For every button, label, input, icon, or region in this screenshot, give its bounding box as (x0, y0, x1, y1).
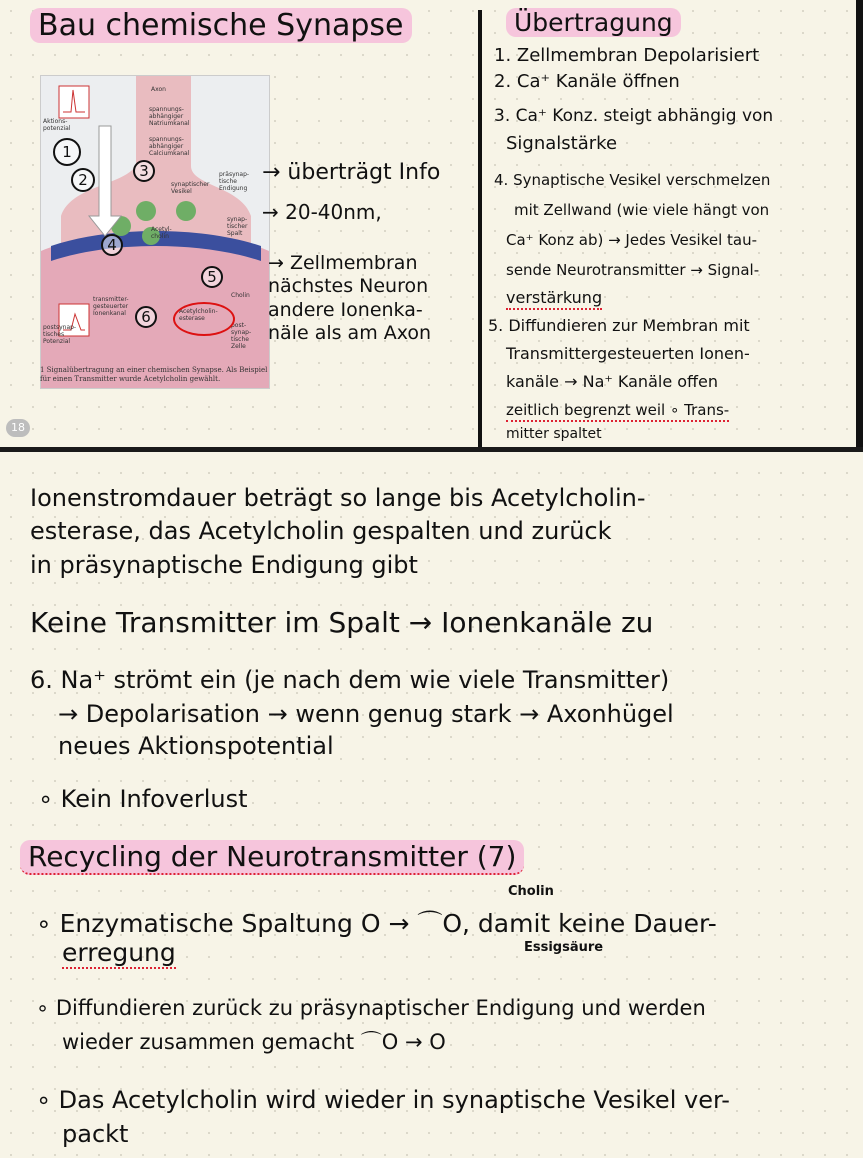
paragraph-na-einstrom-2: → Depolarisation → wenn genug stark → Axonhügel (58, 700, 674, 728)
step-number-4: 4 (101, 234, 123, 256)
paragraph-kein-infoverlust: ∘ Kein Infoverlust (38, 785, 248, 813)
paragraph-na-einstrom-1: 6. Na⁺ strömt ein (je nach dem wie viele Transmitter) (30, 666, 670, 694)
bullet-diffundieren-2: wieder zusammen gemacht ⌒O → O (62, 1030, 446, 1054)
label-ca-kanal: spannungs-abhängiger Calciumkanal (149, 136, 190, 157)
highlight-circle (173, 302, 235, 336)
label-acetylcholin: Acetyl-cholin (151, 226, 172, 240)
label-synaptischer-spalt: synap-tischer Spalt (227, 216, 248, 237)
page-number: 18 (6, 419, 30, 437)
right-line-14: mitter spaltet (506, 426, 602, 442)
step-number-3: 3 (133, 160, 155, 182)
paragraph-ionenstrom-3: in präsynaptische Endigung gibt (30, 551, 418, 579)
right-line-2: 2. Ca⁺ Kanäle öffnen (494, 71, 680, 92)
right-heading (506, 8, 681, 37)
label-postsynaptisches-potenzial: postsynap-tisches Potenzial (43, 324, 77, 345)
bullet-diffundieren-1: ∘ Diffundieren zurück zu präsynaptischer Endigung und werden (36, 996, 706, 1020)
bullet-1-part-1: ∘ Enzymatische Spaltung O → (36, 909, 418, 938)
annotation-uebertraegt-info: → überträgt Info (262, 160, 441, 185)
figure-caption: 1 Signalübertragung an einer chemischen Synapse. Als Beispiel für einen Transmitter wurde Acetylcholin gewählt. (40, 366, 268, 383)
right-line-3: 3. Ca⁺ Konz. steigt abhängig von (494, 106, 774, 126)
bullet-acetylcholin-verpackt-2: packt (62, 1120, 129, 1148)
annotation-naechstes-neuron: nächstes Neuron (268, 275, 429, 297)
right-line-4: Signalstärke (506, 133, 618, 154)
paragraph-ionenstrom-2: esterase, das Acetylcholin gespalten und zurück (30, 517, 612, 545)
label-postsynaptische-zelle: post-synap-tische Zelle (231, 322, 252, 350)
label-esterase: Acetylcholin-esterase (179, 308, 218, 322)
step-number-5: 5 (201, 266, 223, 288)
paragraph-keine-transmitter: Keine Transmitter im Spalt → Ionenkanäle zu (30, 606, 654, 639)
step-number-6: 6 (135, 306, 157, 328)
recycling-heading (20, 840, 524, 873)
right-heading-text: Übertragung (506, 8, 681, 37)
annotation-ionenkanaele-2: näle als am Axon (268, 322, 432, 344)
right-line-7: Ca⁺ Konz ab) → Jedes Vesikel tau- (506, 231, 758, 249)
label-cholin: Cholin (231, 292, 250, 299)
label-praesynaptische-endigung: präsynap-tische Endigung (219, 171, 250, 192)
right-line-13: zeitlich begrenzt weil ∘ Trans- (506, 400, 729, 422)
right-line-6: mit Zellwand (wie viele hängt von (514, 201, 770, 219)
label-axon: Axon (151, 86, 166, 93)
bullet-acetylcholin-verpackt-1: ∘ Das Acetylcholin wird wieder in synaptische Vesikel ver- (36, 1086, 730, 1114)
label-aktionspotenzial: Aktions-potenzial (43, 118, 71, 132)
bullet-enzymatische-spaltung (36, 904, 717, 940)
bullet-1-part-2: ⌒O, damit keine Dauer- (417, 909, 717, 938)
right-line-8: sende Neurotransmitter → Signal- (506, 261, 760, 279)
annotation-spaltbreite: → 20-40nm, (262, 200, 382, 224)
right-line-1: 1. Zellmembran Depolarisiert (494, 45, 760, 66)
right-line-12: kanäle → Na⁺ Kanäle offen (506, 372, 719, 391)
label-na-kanal: spannungs-abhängiger Natriumkanal (149, 106, 190, 127)
bullet-1-part-3: erregung (62, 938, 176, 967)
label-cholin-handwritten: Cholin (508, 884, 554, 899)
annotation-ionenkanaele-1: andere Ionenka- (268, 299, 423, 321)
right-line-5: 4. Synaptische Vesikel verschmelzen (494, 171, 771, 189)
column-divider (478, 10, 482, 447)
paragraph-ionenstrom-1: Ionenstromdauer beträgt so lange bis Acetylcholin- (30, 484, 646, 512)
label-vesikel: synaptischer Vesikel (171, 181, 210, 195)
right-line-9: verstärkung (506, 288, 602, 310)
page-title (30, 8, 412, 43)
right-line-10: 5. Diffundieren zur Membran mit (488, 316, 750, 335)
paragraph-na-einstrom-3: neues Aktionspotential (58, 732, 334, 760)
page-edge (856, 0, 863, 447)
step-number-1: 1 (53, 138, 81, 166)
step-number-2: 2 (71, 168, 95, 192)
annotation-zellmembran: → Zellmembran (268, 252, 418, 274)
recycling-heading-text: Recycling der Neurotransmitter (7) (20, 840, 524, 875)
page-title-text: Bau chemische Synapse (30, 8, 412, 43)
label-transmitter-kanal: transmitter-gesteuerter Ionenkanal (93, 296, 129, 317)
label-essigsaeure: Essigsäure (524, 940, 604, 955)
synapse-figure (40, 75, 270, 389)
page-break (0, 447, 863, 452)
right-line-11: Transmittergesteuerten Ionen- (506, 344, 750, 363)
